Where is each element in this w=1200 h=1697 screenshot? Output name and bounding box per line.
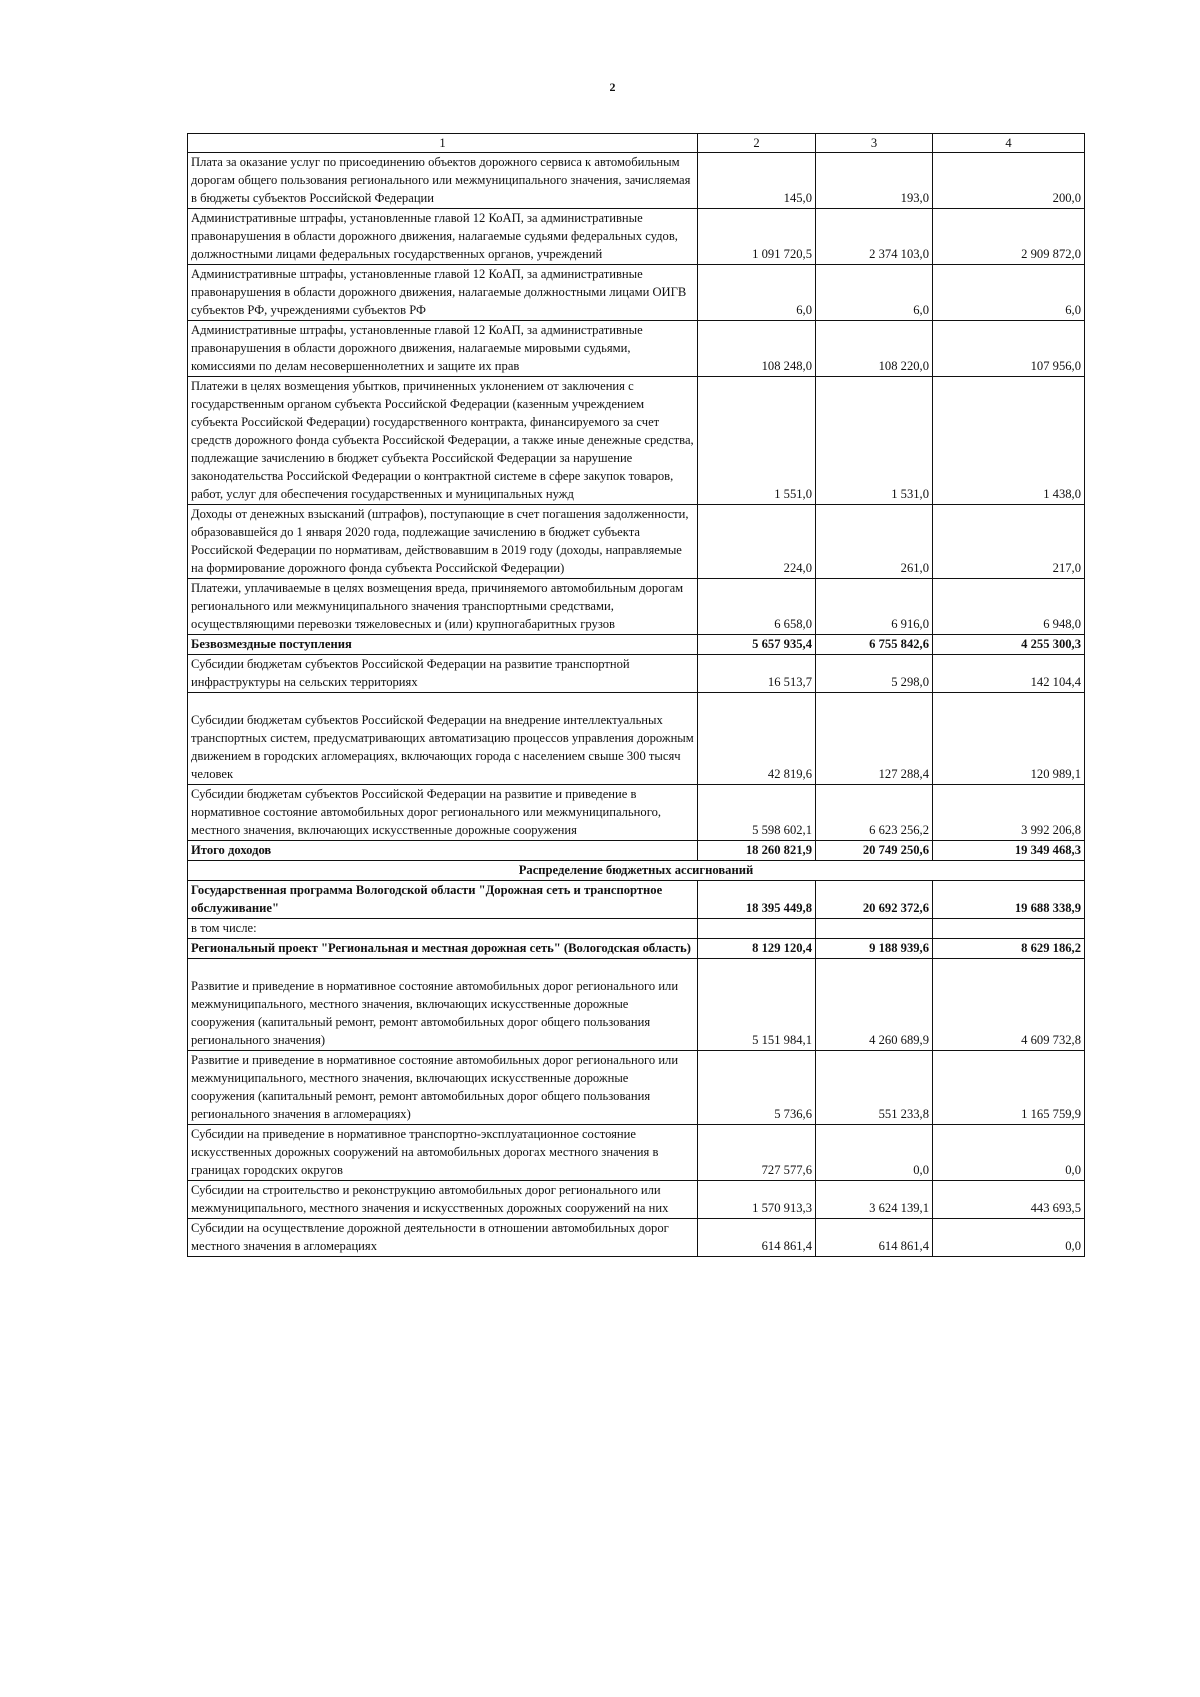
value-col-3: 6 916,0	[816, 579, 933, 635]
value-col-2: 1 570 913,3	[698, 1181, 816, 1219]
table-row	[188, 1219, 1085, 1257]
value-col-3: 5 298,0	[816, 655, 933, 693]
value-col-2: 145,0	[698, 153, 816, 209]
value-col-3	[816, 919, 933, 939]
row-description-text: Плата за оказание услуг по присоединению объектов дорожного сервиса к автомобильным дорогам общего пользования регионального или межмуниципального значения, зачисляемая в бюджеты субъектов Российской Федерации	[191, 155, 691, 205]
row-description-text: Развитие и приведение в нормативное состояние автомобильных дорог регионального или межмуниципального, местного значения, включающих искусственные дорожные сооружения (капитальный ремонт, ремонт автомобильных дорог общего пользования регионального значения)	[191, 979, 679, 1047]
header-col-1: 1	[188, 134, 698, 153]
row-description	[188, 881, 698, 919]
value-col-3: 6,0	[816, 265, 933, 321]
value-col-2: 727 577,6	[698, 1125, 816, 1181]
row-spacer	[191, 959, 694, 977]
row-spacer	[191, 693, 694, 711]
row-description-text: Платежи в целях возмещения убытков, причиненных уклонением от заключения с государственным органом субъекта Российской Федерации (казенным учреждением субъекта Российской Федерации) государственного контракта, финансируемого за счет средств дорожного фонда субъекта Российской Федерации, а также иные денежные средства, подлежащие зачислению в бюджет субъекта Российской Федерации за нарушение законодательства Российской Федерации о контрактной системе в сфере закупок товаров, работ, услуг для обеспечения государственных и муниципальных нужд	[191, 379, 694, 501]
row-description-text: Субсидии на приведение в нормативное транспортно-эксплуатационное состояние искусственных дорожных сооружений на автомобильных дорогах местного значения в границах городских округов	[191, 1127, 659, 1177]
header-col-3: 3	[816, 134, 933, 153]
value-col-4: 120 989,1	[933, 693, 1085, 785]
value-col-2	[698, 919, 816, 939]
header-col-4: 4	[933, 134, 1085, 153]
row-description-text: Региональный проект "Региональная и местная дорожная сеть" (Вологодская область)	[191, 941, 691, 955]
row-description-text: Развитие и приведение в нормативное состояние автомобильных дорог регионального или межмуниципального, местного значения, включающих искусственные дорожные сооружения (капитальный ремонт, ремонт автомобильных дорог общего пользования регионального значения в агломерациях)	[191, 1053, 679, 1121]
row-description-text: Административные штрафы, установленные главой 12 КоАП, за административные правонарушения в области дорожного движения, налагаемые судьями федеральных судов, должностными лицами федеральных государственных органов, учреждений	[191, 211, 678, 261]
value-col-3: 2 374 103,0	[816, 209, 933, 265]
value-col-4: 107 956,0	[933, 321, 1085, 377]
table-row	[188, 579, 1085, 635]
table-row	[188, 939, 1085, 959]
value-col-3: 614 861,4	[816, 1219, 933, 1257]
value-col-2: 108 248,0	[698, 321, 816, 377]
table-row	[188, 1181, 1085, 1219]
value-col-2: 224,0	[698, 505, 816, 579]
row-description	[188, 1125, 698, 1181]
value-col-3: 193,0	[816, 153, 933, 209]
value-col-2: 5 657 935,4	[698, 635, 816, 655]
row-description	[188, 579, 698, 635]
row-description	[188, 377, 698, 505]
value-col-3: 108 220,0	[816, 321, 933, 377]
table-row	[188, 785, 1085, 841]
row-description	[188, 1181, 698, 1219]
row-description-text: Доходы от денежных взысканий (штрафов), поступающие в счет погашения задолженности, образовавшейся до 1 января 2020 года, подлежащие зачислению в бюджет субъекта Российской Федерации по нормативам, действовавшим в 2019 году (доходы, направляемые на формирование дорожного фонда субъекта Российской Федерации)	[191, 507, 689, 575]
row-description	[188, 693, 698, 785]
table-row	[188, 1051, 1085, 1125]
value-col-2: 614 861,4	[698, 1219, 816, 1257]
value-col-3: 4 260 689,9	[816, 959, 933, 1051]
value-col-3: 551 233,8	[816, 1051, 933, 1125]
value-col-3: 0,0	[816, 1125, 933, 1181]
table-row	[188, 505, 1085, 579]
value-col-4: 19 688 338,9	[933, 881, 1085, 919]
row-description-text: Административные штрафы, установленные главой 12 КоАП, за административные правонарушения в области дорожного движения, налагаемые должностными лицами ОИГВ субъектов РФ, учреждениями субъектов РФ	[191, 267, 687, 317]
value-col-2: 42 819,6	[698, 693, 816, 785]
page-number: 2	[609, 80, 616, 94]
table-row	[188, 635, 1085, 655]
value-col-2: 16 513,7	[698, 655, 816, 693]
value-col-4: 8 629 186,2	[933, 939, 1085, 959]
value-col-4: 0,0	[933, 1219, 1085, 1257]
row-description-text: Административные штрафы, установленные главой 12 КоАП, за административные правонарушения в области дорожного движения, налагаемые мировыми судьями, комиссиями по делам несовершеннолетних и защите их прав	[191, 323, 643, 373]
section-header-row	[188, 861, 1085, 881]
value-col-4	[933, 919, 1085, 939]
value-col-3: 3 624 139,1	[816, 1181, 933, 1219]
value-col-4: 0,0	[933, 1125, 1085, 1181]
row-description	[188, 209, 698, 265]
row-description-text: Субсидии бюджетам субъектов Российской Федерации на развитие и приведение в нормативное состояние автомобильных дорог регионального или межмуниципального, местного значения, включающих искусственные дорожные сооружения	[191, 787, 662, 837]
row-description-text: Субсидии бюджетам субъектов Российской Федерации на развитие транспортной инфраструктуры на сельских территориях	[191, 657, 630, 689]
row-description-text: Государственная программа Вологодской области "Дорожная сеть и транспортное обслуживание"	[191, 883, 663, 915]
row-description	[188, 841, 698, 861]
table-row	[188, 919, 1085, 939]
value-col-3: 6 623 256,2	[816, 785, 933, 841]
value-col-2: 5 736,6	[698, 1051, 816, 1125]
value-col-4: 19 349 468,3	[933, 841, 1085, 861]
table-row	[188, 1125, 1085, 1181]
row-description	[188, 919, 698, 939]
value-col-4: 217,0	[933, 505, 1085, 579]
table-row	[188, 959, 1085, 1051]
table-row	[188, 265, 1085, 321]
value-col-2: 5 151 984,1	[698, 959, 816, 1051]
value-col-4: 2 909 872,0	[933, 209, 1085, 265]
row-description	[188, 785, 698, 841]
row-description	[188, 1051, 698, 1125]
value-col-3: 261,0	[816, 505, 933, 579]
row-description	[188, 265, 698, 321]
value-col-4: 1 165 759,9	[933, 1051, 1085, 1125]
row-description	[188, 655, 698, 693]
value-col-3: 127 288,4	[816, 693, 933, 785]
budget-table	[187, 133, 1085, 1257]
value-col-4: 6 948,0	[933, 579, 1085, 635]
header-col-2: 2	[698, 134, 816, 153]
row-description-text: Субсидии на строительство и реконструкцию автомобильных дорог регионального или межмуниципального, местного значения и искусственных дорожных сооружений на них	[191, 1183, 669, 1215]
table-row	[188, 693, 1085, 785]
row-description	[188, 153, 698, 209]
section-title: Распределение бюджетных ассигнований	[188, 861, 1085, 881]
value-col-4: 142 104,4	[933, 655, 1085, 693]
value-col-4: 6,0	[933, 265, 1085, 321]
row-description	[188, 939, 698, 959]
row-description-text: Субсидии на осуществление дорожной деятельности в отношении автомобильных дорог местного значения в агломерациях	[191, 1221, 669, 1253]
value-col-4: 200,0	[933, 153, 1085, 209]
table-row	[188, 209, 1085, 265]
value-col-2: 6 658,0	[698, 579, 816, 635]
row-description	[188, 959, 698, 1051]
value-col-4: 3 992 206,8	[933, 785, 1085, 841]
value-col-2: 18 260 821,9	[698, 841, 816, 861]
table-row	[188, 655, 1085, 693]
row-description-text: Безвозмездные поступления	[191, 637, 352, 651]
value-col-3: 1 531,0	[816, 377, 933, 505]
table-header-row	[188, 134, 1085, 153]
value-col-3: 9 188 939,6	[816, 939, 933, 959]
value-col-4: 1 438,0	[933, 377, 1085, 505]
value-col-3: 20 692 372,6	[816, 881, 933, 919]
value-col-4: 4 609 732,8	[933, 959, 1085, 1051]
row-description-text: Платежи, уплачиваемые в целях возмещения вреда, причиняемого автомобильным дорогам регионального или межмуниципального значения транспортными средствами, осуществляющими перевозки тяжеловесных и (или) крупногабаритных грузов	[191, 581, 684, 631]
value-col-2: 18 395 449,8	[698, 881, 816, 919]
row-description	[188, 505, 698, 579]
row-description-text: в том числе:	[191, 921, 257, 935]
table-row	[188, 377, 1085, 505]
table-row	[188, 153, 1085, 209]
value-col-4: 443 693,5	[933, 1181, 1085, 1219]
value-col-2: 5 598 602,1	[698, 785, 816, 841]
value-col-2: 1 551,0	[698, 377, 816, 505]
value-col-3: 6 755 842,6	[816, 635, 933, 655]
value-col-4: 4 255 300,3	[933, 635, 1085, 655]
table-row	[188, 841, 1085, 861]
row-description	[188, 1219, 698, 1257]
value-col-2: 8 129 120,4	[698, 939, 816, 959]
table-row	[188, 881, 1085, 919]
table-row	[188, 321, 1085, 377]
row-description	[188, 635, 698, 655]
value-col-2: 1 091 720,5	[698, 209, 816, 265]
value-col-2: 6,0	[698, 265, 816, 321]
row-description	[188, 321, 698, 377]
value-col-3: 20 749 250,6	[816, 841, 933, 861]
row-description-text: Субсидии бюджетам субъектов Российской Федерации на внедрение интеллектуальных транспортных систем, предусматривающих автоматизацию процессов управления дорожным движением в городских агломерациях, включающих города с населением свыше 300 тысяч человек	[191, 713, 694, 781]
row-description-text: Итого доходов	[191, 843, 272, 857]
